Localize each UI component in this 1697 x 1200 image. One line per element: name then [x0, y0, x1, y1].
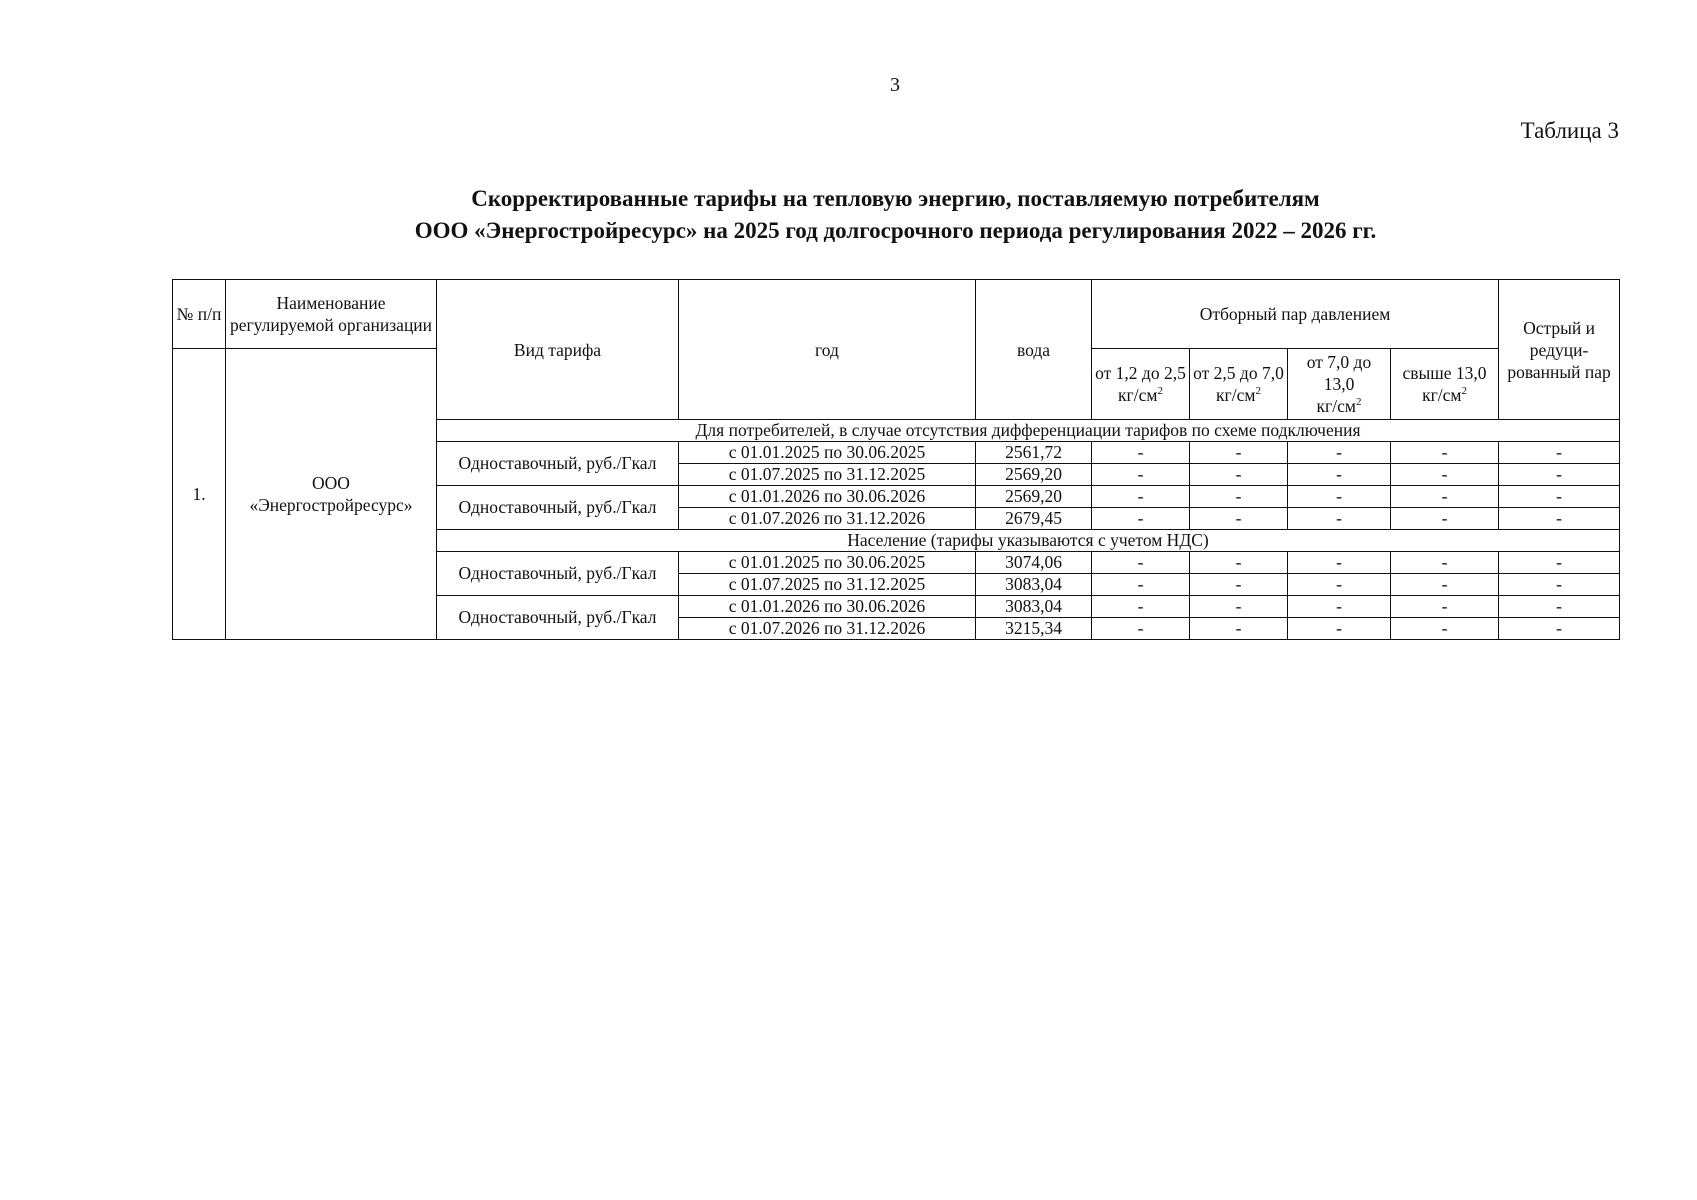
- steam-tariff: -: [1190, 442, 1288, 464]
- unit-text: кг/см: [1118, 385, 1158, 405]
- steam-tariff: -: [1499, 508, 1620, 530]
- period: с 01.01.2026 по 30.06.2026: [679, 596, 976, 618]
- steam-tariff: -: [1288, 618, 1391, 640]
- steam-tariff: -: [1499, 486, 1620, 508]
- header-row: [173, 280, 1620, 349]
- pressure-range-label: свыше 13,0: [1402, 363, 1487, 383]
- org-name: [226, 349, 437, 640]
- title-line-2: ООО «Энергостройресурс» на 2025 год долгосрочного периода регулирования 2022 – 2026 гг.: [414, 218, 1377, 243]
- steam-tariff: -: [1092, 574, 1190, 596]
- section-title: Население (тарифы указываются с учетом НДС): [437, 530, 1620, 552]
- steam-tariff: -: [1190, 618, 1288, 640]
- steam-tariff: -: [1391, 464, 1499, 486]
- unit-sup: 2: [1355, 396, 1362, 409]
- steam-tariff: -: [1190, 552, 1288, 574]
- header-sharp-steam: Острый и редуци-рованный пар: [1499, 280, 1620, 420]
- unit-text: кг/см: [1216, 385, 1256, 405]
- steam-tariff: -: [1499, 464, 1620, 486]
- header-tariff-type: Вид тарифа: [437, 280, 679, 420]
- water-tariff: 3083,04: [976, 574, 1092, 596]
- pressure-range-label: от 2,5 до 7,0: [1193, 363, 1284, 383]
- steam-tariff: -: [1391, 442, 1499, 464]
- section-title: Для потребителей, в случае отсутствия дифференциации тарифов по схеме подключения: [437, 420, 1620, 442]
- steam-tariff: -: [1499, 596, 1620, 618]
- steam-tariff: -: [1092, 486, 1190, 508]
- pressure-range-label: от 1,2 до 2,5: [1095, 363, 1186, 383]
- water-tariff: 2561,72: [976, 442, 1092, 464]
- water-tariff: 2569,20: [976, 486, 1092, 508]
- steam-tariff: -: [1391, 596, 1499, 618]
- steam-tariff: -: [1190, 508, 1288, 530]
- tariff-type: Одноставочный, руб./Гкал: [437, 596, 679, 640]
- steam-tariff: -: [1288, 486, 1391, 508]
- water-tariff: 3083,04: [976, 596, 1092, 618]
- steam-tariff: -: [1391, 574, 1499, 596]
- tariff-table: [172, 279, 1620, 640]
- pressure-unit: [1290, 395, 1388, 417]
- water-tariff: 2569,20: [976, 464, 1092, 486]
- pressure-unit: [1192, 384, 1285, 406]
- steam-tariff: -: [1092, 464, 1190, 486]
- steam-tariff: -: [1190, 596, 1288, 618]
- header-org: Наименование регулируемой организации: [226, 280, 437, 349]
- steam-tariff: -: [1288, 442, 1391, 464]
- water-tariff: 3074,06: [976, 552, 1092, 574]
- steam-tariff: -: [1288, 464, 1391, 486]
- unit-text: кг/см: [1316, 396, 1356, 416]
- page-number: 3: [890, 74, 900, 96]
- period: с 01.07.2026 по 31.12.2026: [679, 508, 976, 530]
- table-label: Таблица 3: [1520, 118, 1619, 143]
- steam-tariff: -: [1190, 464, 1288, 486]
- steam-tariff: -: [1288, 508, 1391, 530]
- tariff-type: Одноставочный, руб./Гкал: [437, 486, 679, 530]
- water-tariff: 2679,45: [976, 508, 1092, 530]
- steam-tariff: -: [1499, 574, 1620, 596]
- pressure-range-label: от 7,0 до 13,0: [1306, 352, 1372, 394]
- header-steam: Отборный пар давлением: [1092, 280, 1499, 349]
- steam-tariff: -: [1391, 618, 1499, 640]
- tariff-type: Одноставочный, руб./Гкал: [437, 442, 679, 486]
- title-line-1: Скорректированные тарифы на тепловую энергию, поставляемую потребителям: [471, 186, 1320, 211]
- steam-tariff: -: [1092, 508, 1190, 530]
- steam-tariff: -: [1190, 574, 1288, 596]
- org-name-line-1: ООО: [312, 473, 350, 493]
- steam-tariff: -: [1092, 618, 1190, 640]
- period: с 01.01.2025 по 30.06.2025: [679, 442, 976, 464]
- header-pressure-range: [1288, 349, 1391, 420]
- org-name-line-2: «Энергостройресурс»: [249, 495, 413, 515]
- steam-tariff: -: [1499, 442, 1620, 464]
- org-number: 1.: [173, 349, 226, 640]
- steam-tariff: -: [1391, 552, 1499, 574]
- steam-tariff: -: [1499, 552, 1620, 574]
- pressure-unit: [1393, 384, 1496, 406]
- header-num: № п/п: [173, 280, 226, 349]
- steam-tariff: -: [1092, 552, 1190, 574]
- steam-tariff: -: [1391, 486, 1499, 508]
- steam-tariff: -: [1288, 552, 1391, 574]
- header-pressure-range: [1391, 349, 1499, 420]
- steam-tariff: -: [1092, 596, 1190, 618]
- header-water: вода: [976, 280, 1092, 420]
- tariff-type: Одноставочный, руб./Гкал: [437, 552, 679, 596]
- period: с 01.07.2026 по 31.12.2026: [679, 618, 976, 640]
- steam-tariff: -: [1288, 574, 1391, 596]
- period: с 01.01.2025 по 30.06.2025: [679, 552, 976, 574]
- period: с 01.01.2026 по 30.06.2026: [679, 486, 976, 508]
- header-pressure-range: [1092, 349, 1190, 420]
- unit-text: кг/см: [1422, 385, 1462, 405]
- unit-sup: 2: [1461, 385, 1467, 398]
- steam-tariff: -: [1092, 442, 1190, 464]
- steam-tariff: -: [1288, 596, 1391, 618]
- period: с 01.07.2025 по 31.12.2025: [679, 464, 976, 486]
- water-tariff: 3215,34: [976, 618, 1092, 640]
- pressure-unit: [1094, 384, 1187, 406]
- document-title: [172, 183, 1619, 247]
- header-year: год: [679, 280, 976, 420]
- unit-sup: 2: [1255, 385, 1261, 398]
- steam-tariff: -: [1190, 486, 1288, 508]
- steam-tariff: -: [1499, 618, 1620, 640]
- period: с 01.07.2025 по 31.12.2025: [679, 574, 976, 596]
- steam-tariff: -: [1391, 508, 1499, 530]
- unit-sup: 2: [1157, 385, 1163, 398]
- header-pressure-range: [1190, 349, 1288, 420]
